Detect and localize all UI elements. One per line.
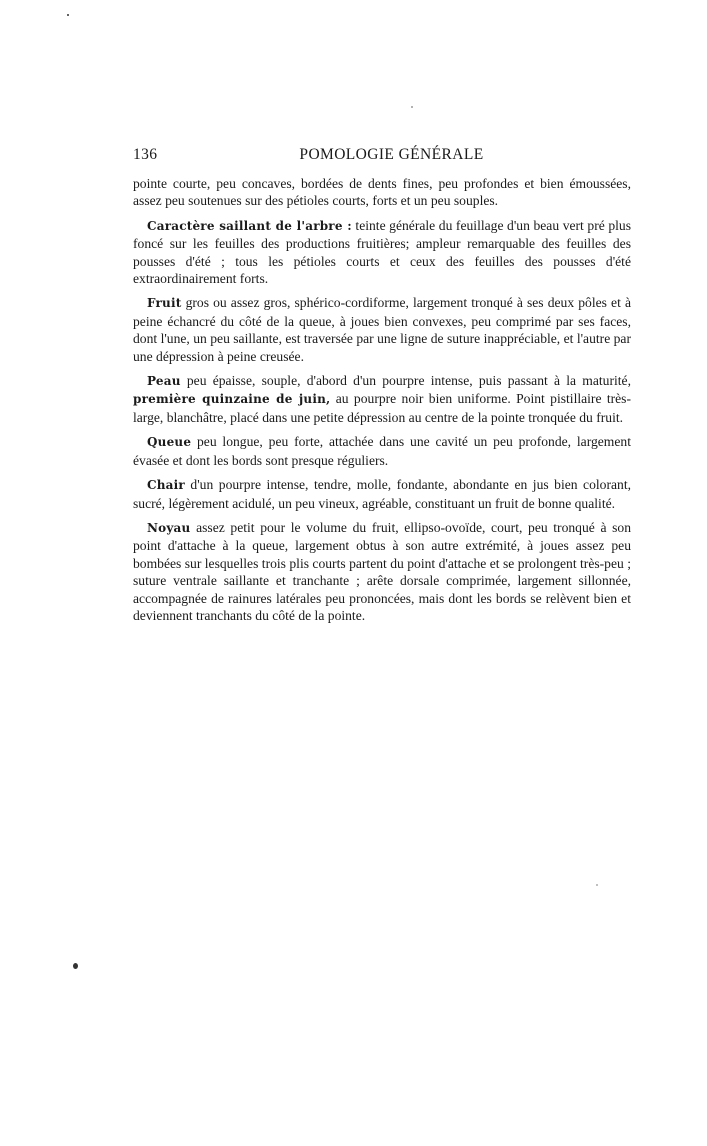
paragraph-text: teinte générale du feuillage d'un beau vert pré plus foncé sur les feuilles des productions fruitières; ampleur remarquable des feuilles des pousses d'été ; tous les pétioles courts et ceux des feuilles des pousses d'été extraordinairement forts. <box>133 217 631 287</box>
paragraph-caractere <box>133 217 631 288</box>
paragraph-intro <box>133 175 631 210</box>
paper-speck <box>73 963 78 969</box>
page-number: 136 <box>133 146 158 163</box>
term-chair: Chair <box>147 478 185 493</box>
term-noyau: Noyau <box>147 520 191 535</box>
paragraph-noyau <box>133 519 631 624</box>
paragraph-chair <box>133 476 631 512</box>
paragraph-text: peu longue, peu forte, attachée dans une cavité un peu profonde, largement évasée et dont les bords sont presque réguliers. <box>133 434 631 468</box>
paper-speck <box>596 884 598 886</box>
paper-speck <box>67 14 69 16</box>
term-queue: Queue <box>147 435 192 450</box>
paragraph-fruit <box>133 294 631 365</box>
paragraph-text: d'un pourpre intense, tendre, molle, fondante, abondante en jus bien colorant, sucré, légèrement acidulé, un peu vineux, agréable, constituant un fruit de bonne qualité. <box>133 477 631 511</box>
running-title: POMOLOGIE GÉNÉRALE <box>299 146 484 163</box>
paragraph-text: pointe courte, peu concaves, bordées de dents fines, peu profondes et bien émoussées, assez peu soutenues sur des pétioles courts, forts et un peu souples. <box>133 176 631 209</box>
page-header <box>133 146 630 168</box>
term-caractere: Caractère saillant de l'arbre : <box>147 218 352 233</box>
paragraph-text: assez petit pour le volume du fruit, ellipso-ovoïde, court, peu tronqué à son point d'attache à la queue, largement obtus à son autre extrémité, à joues assez peu bombées sur lesquelles trois plis courts partent du point d'attache et se prolongent très-peu ; suture ventrale saillante et tranchante ; arête dorsale comprimée, largement sillonnée, accompagnée de rainures latérales peu prononcées, mais dont les bords se relèvent bien et deviennent tranchants du côté de la pointe. <box>133 519 631 623</box>
body-text <box>133 175 631 631</box>
term-peau: Peau <box>147 374 181 389</box>
paragraph-text: au pourpre noir bien uniforme. Point pistillaire très-large, blanchâtre, placé dans une petite dépression au centre de la pointe tronquée du fruit. <box>133 391 631 425</box>
term-fruit: Fruit <box>147 296 182 311</box>
paragraph-text: gros ou assez gros, sphérico-cordiforme, largement tronqué à ses deux pôles et à peine échancré du côté de la queue, à joues bien convexes, peu comprimé par ses faces, dont l'une, un peu saillante, est traversée par une ligne de suture inappréciable, et l'autre par une dépression à peine creusée. <box>133 295 631 364</box>
paragraph-text: peu épaisse, souple, d'abord d'un pourpre intense, puis passant à la maturité, <box>180 373 631 389</box>
paragraph-peau <box>133 372 631 426</box>
paragraph-queue <box>133 433 631 469</box>
emphasis-date: première quinzaine de juin, <box>133 392 331 407</box>
paper-speck <box>411 106 413 108</box>
